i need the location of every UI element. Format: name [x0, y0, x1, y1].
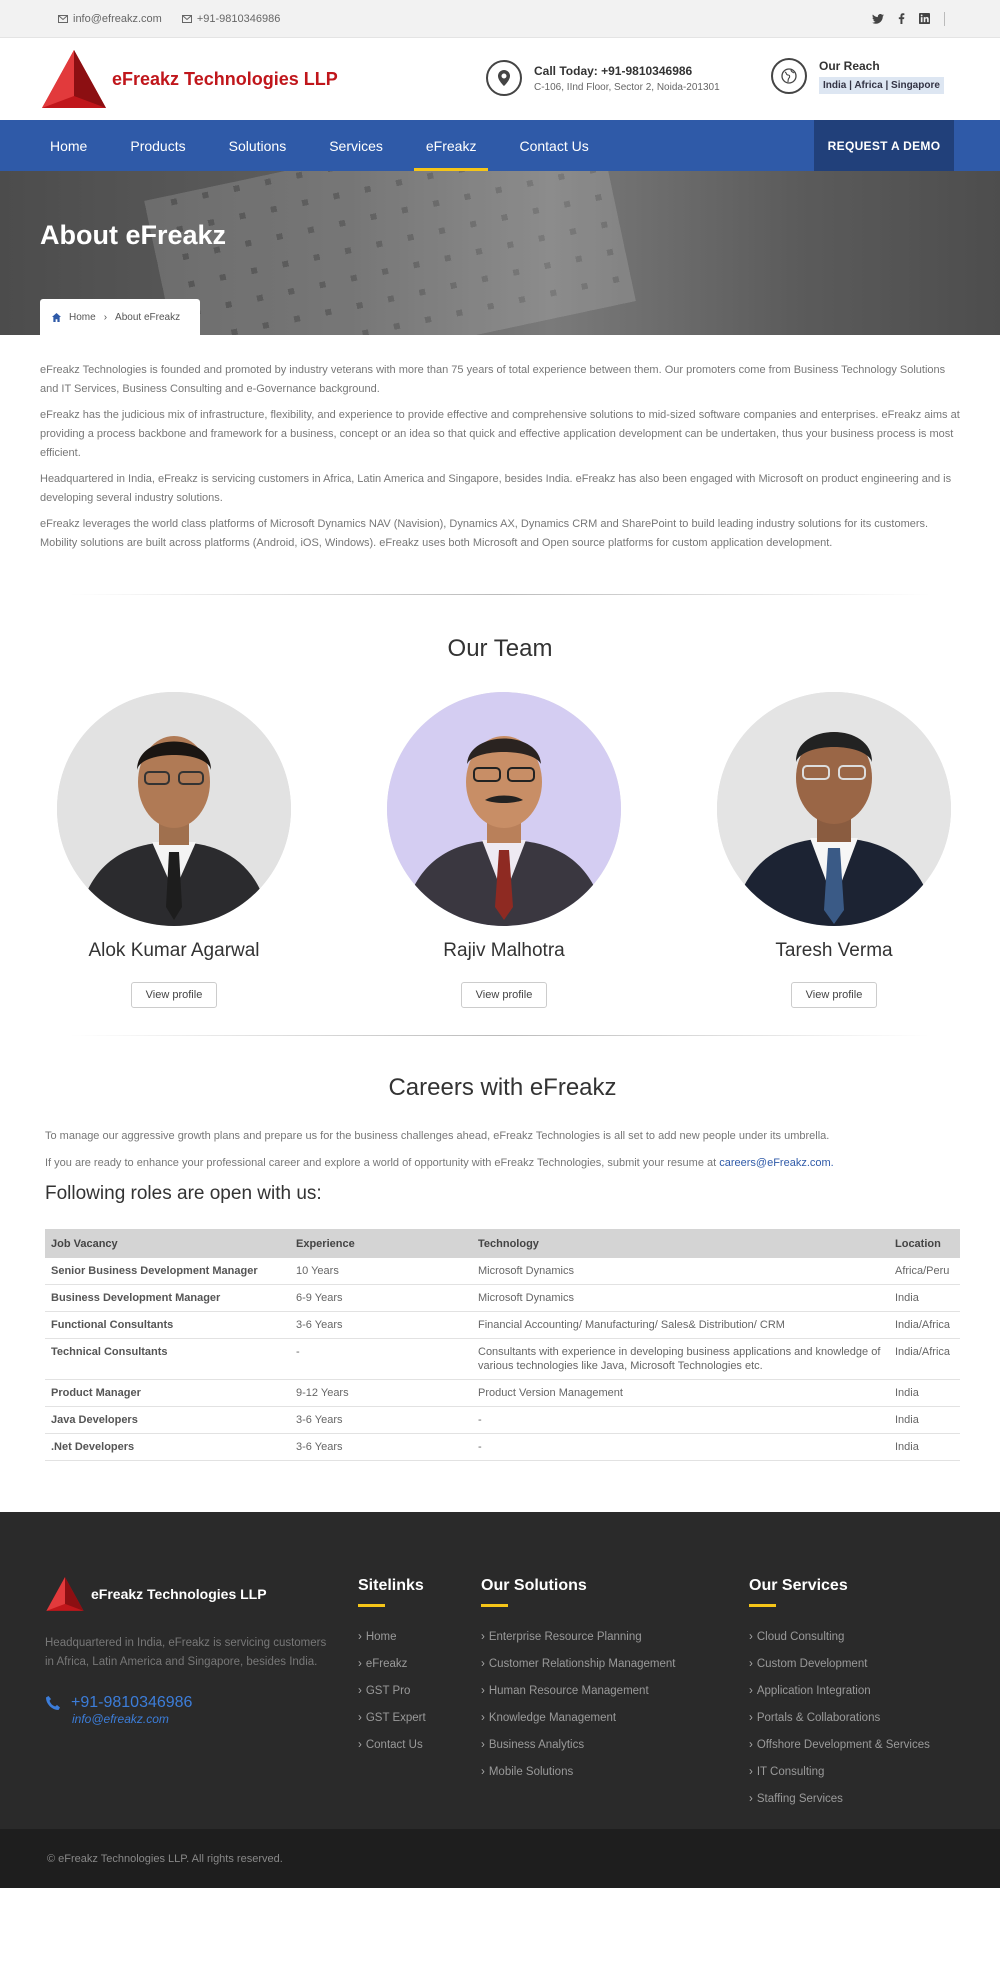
cell-location: India: [889, 1285, 960, 1312]
member-name: Taresh Verma: [775, 940, 893, 961]
careers-section: [0, 1074, 1000, 1461]
about-paragraph: eFreakz leverages the world class platforms of Microsoft Dynamics NAV (Navision), Dynamics AX, Dynamics CRM and SharePoint to build leading industry solutions for its customers. Mobility solutions are built across platforms (Android, iOS, Windows). eFreakz uses both Microsoft and Open source platforms for custom application development.: [40, 518, 929, 549]
logo-triangle-icon: [40, 48, 108, 110]
table-row: [45, 1258, 960, 1285]
nav-products[interactable]: Products: [130, 137, 186, 154]
reach-info: [771, 58, 944, 94]
roles-title: Following roles are open with us:: [45, 1183, 322, 1204]
nav-services[interactable]: Services: [329, 137, 383, 154]
cell-location: India/Africa: [889, 1312, 960, 1339]
cell-experience: 3-6 Years: [290, 1312, 472, 1339]
footer-services: [749, 1577, 930, 1820]
cell-role: Business Development Manager: [45, 1285, 290, 1312]
location-pin-icon: [486, 60, 522, 96]
about-paragraph: eFreakz Technologies is founded and promoted by industry veterans with more than 75 years of total experience between them. Our promoters come from Business Technology Solutions and IT Services, Business Consulting and e-Governance background.: [40, 364, 946, 395]
address: C-106, IInd Floor, Sector 2, Noida-201301: [534, 81, 720, 93]
nav-contact-us[interactable]: Contact Us: [519, 137, 589, 154]
cell-experience: -: [290, 1339, 472, 1380]
footer-link[interactable]: › Business Analytics: [481, 1739, 676, 1754]
footer-email[interactable]: info@efreakz.com: [72, 1712, 169, 1726]
footer-about: [45, 1576, 330, 1726]
team-section: [0, 595, 1000, 1008]
phone-icon: [45, 1695, 61, 1711]
cell-location: Africa/Peru: [889, 1258, 960, 1285]
footer-description: Headquartered in India, eFreakz is servicing customers in Africa, Latin America and Singapore, besides India.: [45, 1637, 327, 1668]
facebook-icon[interactable]: [898, 13, 905, 24]
footer-solutions: [481, 1577, 676, 1793]
footer-sitelinks: [358, 1577, 426, 1766]
cell-location: India: [889, 1380, 960, 1407]
cell-location: India: [889, 1434, 960, 1461]
careers-paragraph: To manage our aggressive growth plans and prepare us for the business challenges ahead, eFreakz Technologies is all set to add new people under its umbrella.: [45, 1130, 830, 1142]
member-name: Rajiv Malhotra: [443, 940, 565, 961]
footer-link[interactable]: › IT Consulting: [749, 1766, 930, 1781]
top-email-text: info@efreakz.com: [73, 12, 162, 25]
cell-role: Senior Business Development Manager: [45, 1258, 290, 1285]
top-bar: [0, 0, 1000, 38]
footer-sitelinks-title: Sitelinks: [358, 1577, 424, 1594]
page-hero: [0, 171, 1000, 335]
top-email[interactable]: [58, 13, 162, 25]
title-underline: [749, 1604, 776, 1607]
footer-link[interactable]: › GST Pro: [358, 1685, 426, 1700]
divider: [944, 12, 945, 26]
about-paragraph: Headquartered in India, eFreakz is servicing customers in Africa, Latin America and Singapore, besides India. eFreakz has also been engaged with Microsoft on product engineering and is developing several industry solutions.: [40, 473, 952, 504]
view-profile-button[interactable]: View profile: [461, 982, 548, 1008]
cell-experience: 9-12 Years: [290, 1380, 472, 1407]
footer-link[interactable]: › GST Expert: [358, 1712, 426, 1727]
footer-link[interactable]: › Enterprise Resource Planning: [481, 1631, 676, 1646]
site-footer: [0, 1512, 1000, 1888]
table-row: [45, 1434, 960, 1461]
title-underline: [358, 1604, 385, 1607]
column-header: Job Vacancy: [45, 1229, 290, 1258]
table-row: [45, 1339, 960, 1380]
cell-experience: 3-6 Years: [290, 1407, 472, 1434]
footer-link[interactable]: › Cloud Consulting: [749, 1631, 930, 1646]
footer-link[interactable]: › eFreakz: [358, 1658, 426, 1673]
top-phone-text: +91-9810346986: [196, 12, 281, 25]
envelope-icon: [182, 15, 192, 23]
footer-logo-text: eFreakz Technologies LLP: [91, 1586, 267, 1602]
team-member: [387, 692, 621, 1008]
logo-triangle-icon: [45, 1576, 85, 1612]
member-name: Alok Kumar Agarwal: [88, 940, 260, 961]
breadcrumb: [40, 299, 200, 335]
cell-experience: 10 Years: [290, 1258, 472, 1285]
roles-table: [45, 1229, 960, 1461]
member-photo: [717, 692, 951, 926]
cell-technology: -: [472, 1407, 889, 1434]
cell-role: Functional Consultants: [45, 1312, 290, 1339]
main-nav: [0, 120, 1000, 171]
table-row: [45, 1312, 960, 1339]
member-photo: [387, 692, 621, 926]
table-row: [45, 1407, 960, 1434]
footer-link[interactable]: › Offshore Development & Services: [749, 1739, 930, 1754]
footer-link[interactable]: › Custom Development: [749, 1658, 930, 1673]
globe-icon: [771, 58, 807, 94]
breadcrumb-current: About eFreakz: [115, 311, 181, 323]
twitter-icon[interactable]: [872, 14, 884, 24]
breadcrumb-home[interactable]: Home: [69, 311, 96, 323]
careers-email-link[interactable]: careers@eFreakz.com.: [719, 1157, 834, 1169]
view-profile-button[interactable]: View profile: [131, 982, 218, 1008]
footer-services-title: Our Services: [749, 1577, 848, 1594]
table-row: [45, 1285, 960, 1312]
column-header: Experience: [290, 1229, 472, 1258]
copyright-text: © eFreakz Technologies LLP. All rights reserved.: [47, 1852, 283, 1865]
cell-role: Technical Consultants: [45, 1339, 290, 1380]
cell-role: .Net Developers: [45, 1434, 290, 1461]
cell-location: India: [889, 1407, 960, 1434]
careers-title: Careers with eFreakz: [388, 1074, 617, 1101]
chevron-right-icon: ›: [103, 311, 108, 323]
about-paragraph: eFreakz has the judicious mix of infrastructure, flexibility, and experience to provide effective and comprehensive solutions to mid-sized software companies and enterprises. eFreakz aims at providing a process backbone and framework for a business, concept or an idea so that quick and effective application development can be undertaken, thus your business process is most efficient.: [40, 409, 960, 459]
team-title: Our Team: [447, 635, 553, 662]
footer-link[interactable]: › Customer Relationship Management: [481, 1658, 676, 1673]
cell-technology: -: [472, 1434, 889, 1461]
title-underline: [481, 1604, 508, 1607]
home-icon: [52, 313, 61, 322]
nav-solutions[interactable]: Solutions: [228, 137, 287, 154]
footer-phone-text: +91-9810346986: [71, 1694, 193, 1711]
team-member: [57, 692, 291, 1008]
call-title[interactable]: Call Today: +91-9810346986: [534, 63, 693, 78]
nav-efreakz[interactable]: eFreakz: [414, 120, 489, 171]
careers-paragraph: [45, 1155, 960, 1171]
footer-link[interactable]: › Home: [358, 1631, 426, 1646]
footer-link[interactable]: › Application Integration: [749, 1685, 930, 1700]
member-photo: [57, 692, 291, 926]
page-title: About eFreakz: [40, 220, 227, 250]
column-header: Location: [889, 1229, 960, 1258]
divider: [70, 1035, 930, 1036]
site-header: [0, 38, 1000, 120]
top-phone[interactable]: [182, 13, 281, 25]
cell-technology: Product Version Management: [472, 1380, 889, 1407]
footer-link[interactable]: › Contact Us: [358, 1739, 426, 1754]
cell-technology: Consultants with experience in developing business applications and knowledge of various technologies like Java, Microsoft Technologies etc.: [472, 1339, 889, 1380]
hero-background: [144, 171, 636, 335]
footer-solutions-title: Our Solutions: [481, 1577, 587, 1594]
column-header: Technology: [472, 1229, 889, 1258]
footer-link[interactable]: › Human Resource Management: [481, 1685, 676, 1700]
envelope-icon: [58, 15, 68, 23]
cell-experience: 6-9 Years: [290, 1285, 472, 1312]
team-member: [717, 692, 951, 1008]
table-header-row: [45, 1229, 960, 1258]
view-profile-button[interactable]: View profile: [791, 982, 878, 1008]
logo-text: eFreakz Technologies LLP: [112, 68, 338, 89]
footer-link[interactable]: › Mobile Solutions: [481, 1766, 676, 1781]
cell-role: Product Manager: [45, 1380, 290, 1407]
footer-phone[interactable]: [45, 1694, 330, 1712]
request-demo-button[interactable]: REQUEST A DEMO: [814, 120, 954, 171]
reach-title: Our Reach: [819, 58, 880, 73]
copyright-bar: [0, 1829, 1000, 1888]
footer-link[interactable]: › Staffing Services: [749, 1793, 930, 1808]
reach-badge: India | Africa | Singapore: [819, 77, 944, 94]
cell-role: Java Developers: [45, 1407, 290, 1434]
linkedin-icon[interactable]: [919, 13, 930, 24]
cell-technology: Microsoft Dynamics: [472, 1285, 889, 1312]
cell-location: India/Africa: [889, 1339, 960, 1380]
careers-paragraph-text: If you are ready to enhance your professional career and explore a world of opportunity with eFreakz Technologies, submit your resume at: [45, 1157, 717, 1169]
logo[interactable]: [40, 48, 338, 110]
cell-technology: Microsoft Dynamics: [472, 1258, 889, 1285]
footer-link[interactable]: › Portals & Collaborations: [749, 1712, 930, 1727]
call-info: [486, 60, 720, 96]
nav-home[interactable]: Home: [50, 137, 88, 154]
footer-link[interactable]: › Knowledge Management: [481, 1712, 676, 1727]
table-row: [45, 1380, 960, 1407]
cell-experience: 3-6 Years: [290, 1434, 472, 1461]
cell-technology: Financial Accounting/ Manufacturing/ Sales& Distribution/ CRM: [472, 1312, 889, 1339]
footer-logo[interactable]: [45, 1576, 330, 1612]
about-section: [0, 335, 1000, 574]
